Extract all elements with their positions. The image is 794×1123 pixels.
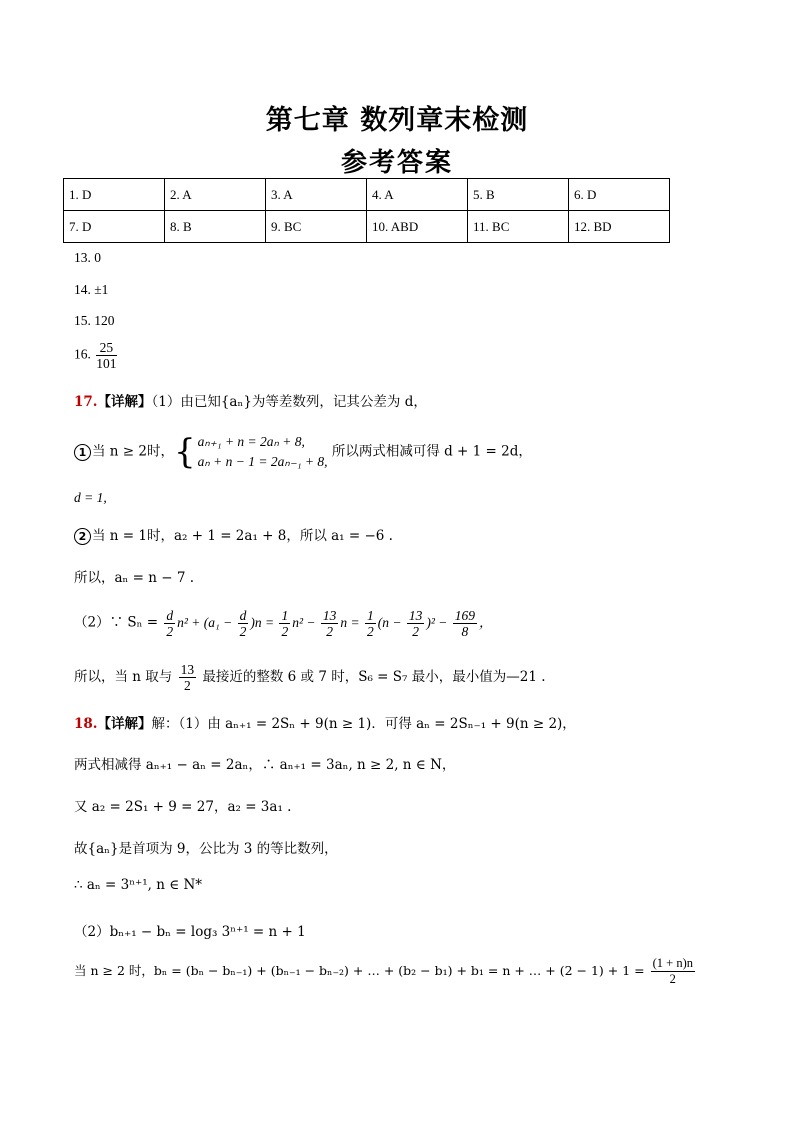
conclusion2-post: 最接近的整数 6 或 7 时，S₆ = S₇ 最小，最小值为—21 . <box>202 669 546 685</box>
answer-16-fraction <box>96 340 116 371</box>
q17-step2 <box>74 524 393 545</box>
q18-tag: 【详解】 <box>97 716 152 732</box>
step1-condition: 当 n ≥ 2时， <box>92 443 174 460</box>
q17-heading <box>74 390 427 410</box>
fraction-denominator: 2 <box>183 678 191 693</box>
fraction-numerator: (1 + n)n <box>652 956 693 970</box>
table-row <box>64 179 670 211</box>
q18-line1: 解：（1）由 aₙ₊₁ = 2Sₙ + 9(n ≥ 1)．可得 aₙ = 2Sₙ₋₁ + 9(n ≥ 2)， <box>151 716 576 732</box>
q18-line7 <box>74 956 697 987</box>
system-eq-1: aₙ₊₁ + n = 2aₙ + 8, <box>197 434 305 449</box>
answer-cell: 9. BC <box>266 211 367 243</box>
part2-label: （2）∵ Sₙ = <box>74 614 159 631</box>
answer-16-label: 16. <box>74 346 91 362</box>
q18-heading <box>74 712 576 732</box>
step1-result: 所以两式相减可得 d + 1 = 2d， <box>331 443 532 460</box>
answer-16 <box>74 340 119 371</box>
q17-number: 17. <box>74 394 98 410</box>
sum-expression: $\frac{d}{2}$ n² + (a₁ − $\frac{d}{2}$ )n = $\frac{1}{2}$ n² − $\frac{13}{2}$ n = $\frac{1}{2}$ (n − $\frac{13}{2}$ )² − $\frac{169}{8}$ ， <box>166 608 493 639</box>
page-title: 第七章 数列章末检测 <box>265 105 529 136</box>
q18-line7-fraction <box>651 956 695 987</box>
answer-cell: 10. ABD <box>367 211 468 243</box>
d-value: d = 1, <box>74 490 107 505</box>
answer-cell: 8. B <box>165 211 266 243</box>
q18-line2: 两式相减得 aₙ₊₁ − aₙ = 2aₙ，∴ aₙ₊₁ = 3aₙ, n ≥ 2, n ∈ N， <box>74 757 456 773</box>
answer-cell: 6. D <box>569 179 670 211</box>
circled-number: 2 <box>74 528 91 545</box>
fraction-denominator: 2 <box>669 972 676 986</box>
fraction-denominator: 101 <box>96 356 117 371</box>
answer-cell: 12. BD <box>569 211 670 243</box>
q18-line5: ∴ aₙ = 3ⁿ⁺¹, n ∈ N* <box>74 877 203 893</box>
system-eq-2: aₙ + n − 1 = 2aₙ₋₁ + 8, <box>197 454 328 469</box>
answer-15: 15. 120 <box>74 313 115 328</box>
q17-part2 <box>74 608 493 639</box>
q17-part1-text: （1）由已知{aₙ}为等差数列，记其公差为 d， <box>151 394 427 410</box>
q18-line6: （2）bₙ₊₁ − bₙ = log₃ 3ⁿ⁺¹ = n + 1 <box>74 924 306 940</box>
circled-number: 1 <box>74 444 91 461</box>
q17-tag: 【详解】 <box>97 394 152 410</box>
q18-number: 18. <box>74 716 98 732</box>
q18-line7-text: 当 n ≥ 2 时，bₙ = (bₙ − bₙ₋₁) + (bₙ₋₁ − bₙ₋₂) + … + (b₂ − b₁) + b₁ = n + … + (2 − 1) + 1 = <box>74 963 645 978</box>
answer-cell: 4. A <box>367 179 468 211</box>
answer-cell: 3. A <box>266 179 367 211</box>
answer-cell: 11. BC <box>468 211 569 243</box>
table-row <box>64 211 670 243</box>
page-subtitle: 参考答案 <box>340 148 453 178</box>
brace-symbol: { <box>173 432 196 472</box>
answer-cell: 7. D <box>64 211 165 243</box>
answer-table <box>63 178 670 243</box>
answer-cell: 2. A <box>165 179 266 211</box>
q17-step1 <box>74 432 532 472</box>
conclusion2-fraction <box>179 662 197 693</box>
answer-14: 14. ±1 <box>74 282 109 297</box>
fraction-numerator: 13 <box>180 662 195 677</box>
answer-13: 13. 0 <box>74 250 101 265</box>
answer-cell: 5. B <box>468 179 569 211</box>
step2-text: 当 n = 1时，a₂ + 1 = 2a₁ + 8，所以 a₁ = −6 . <box>92 528 393 544</box>
answer-cell: 1. D <box>64 179 165 211</box>
q17-conclusion1: 所以，aₙ = n − 7 . <box>74 570 195 586</box>
q18-line3: 又 a₂ = 2S₁ + 9 = 27，a₂ = 3a₁ . <box>74 799 292 815</box>
q17-conclusion2 <box>74 662 545 693</box>
q18-line4: 故{aₙ}是首项为 9，公比为 3 的等比数列， <box>74 841 338 857</box>
conclusion2-pre: 所以，当 n 取与 <box>74 669 173 685</box>
equation-system <box>198 432 328 472</box>
fraction-numerator: 25 <box>96 340 116 356</box>
